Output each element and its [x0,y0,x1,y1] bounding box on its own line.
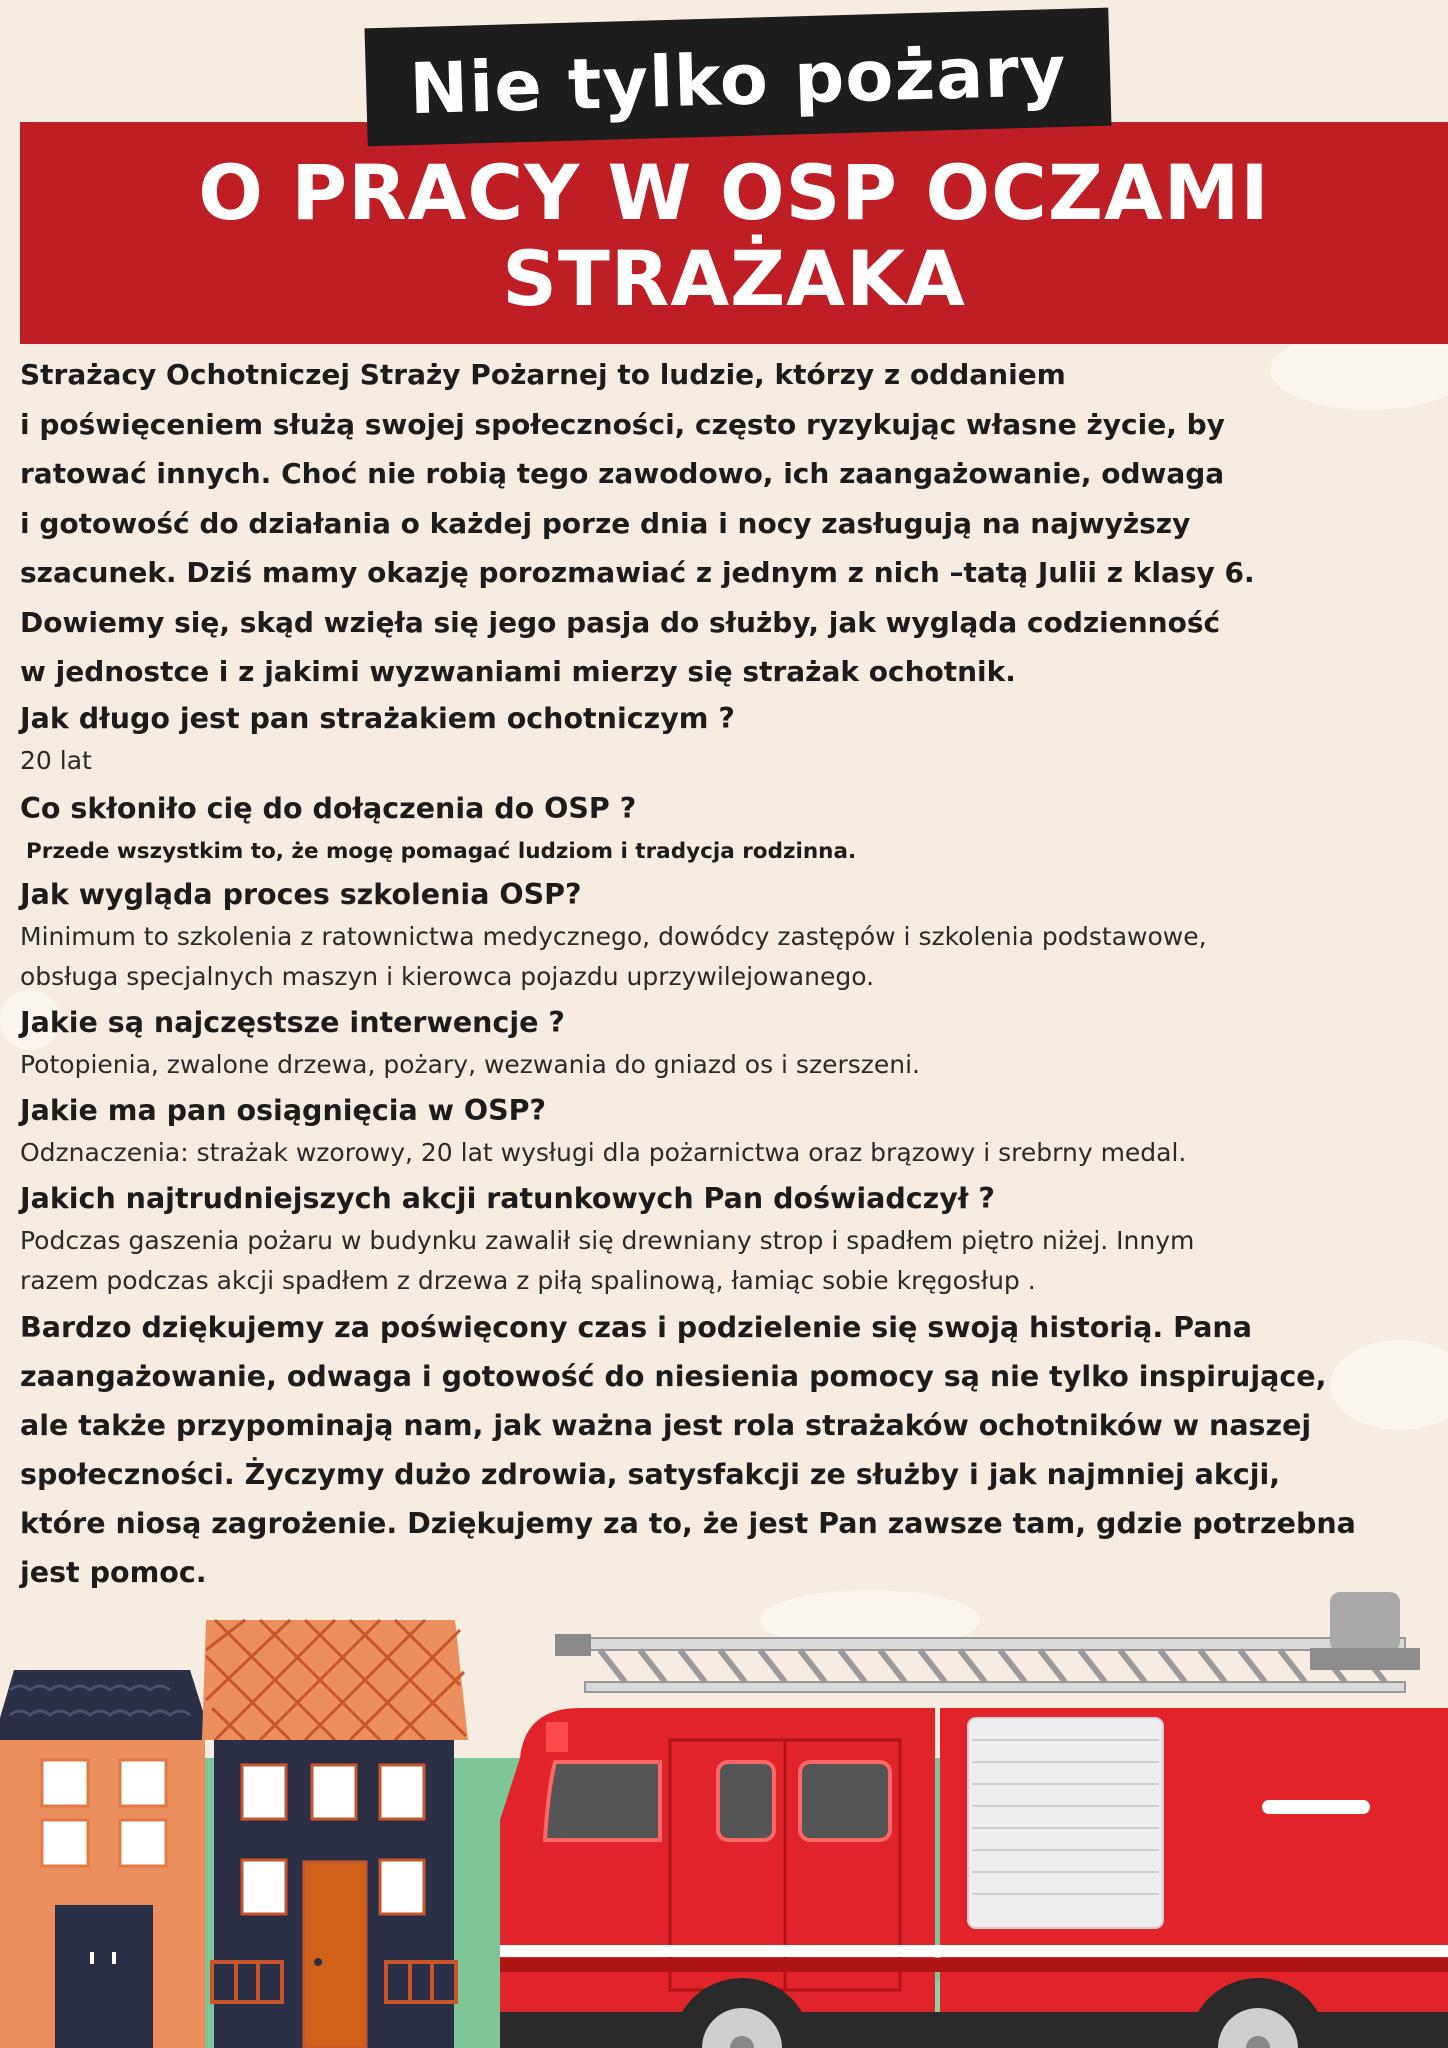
outro-line: jest pomoc. [20,1555,207,1589]
interview-answer: Przede wszystkim to, że mogę pomagać ludziom i tradycja rodzinna. [26,838,857,864]
interview-answer: Minimum to szkolenia z ratownictwa medycznego, dowódcy zastępów i szkolenia podstawowe, [20,921,1207,951]
interview-answer: Potopienia, zwalone drzewa, pożary, wezwania do gniazd os i szerszeni. [20,1049,920,1079]
tagline: Nie tylko pożary [408,29,1068,131]
interview-question: Jakie są najczęstsze interwencje ? [20,1005,565,1039]
article-body [20,350,1413,1597]
interview-question: Jak wygląda proces szkolenia OSP? [20,877,582,911]
intro-line: Strażacy Ochotniczej Straży Pożarnej to ludzie, którzy z oddaniem [20,358,1066,391]
intro-line: w jednostce i z jakimi wyzwaniami mierzy się strażak ochotnik. [20,655,1016,688]
interview-answer: Podczas gaszenia pożaru w budynku zawalił się drewniany strop i spadłem piętro niżej. Innym [20,1225,1195,1255]
interview-question: Jakie ma pan osiągnięcia w OSP? [20,1093,547,1127]
interview-question: Jak długo jest pan strażakiem ochotniczym ? [20,701,735,735]
intro-line: Dowiemy się, skąd wzięła się jego pasja do służby, jak wygląda codzienność [20,605,1221,639]
page-title-line-2: STRAŻAKA [502,234,966,323]
outro-paragraph [20,1303,1413,1597]
interview-question: Jakich najtrudniejszych akcji ratunkowych Pan doświadczył ? [20,1181,995,1215]
intro-line: i gotowość do działania o każdej porze dnia i nocy zasługują na najwyższy [20,506,1191,540]
interview-answer: razem podczas akcji spadłem z drzewa z piłą spalinową, łamiąc sobie kręgosłup . [20,1265,1036,1295]
interview-question: Co skłoniło cię do dołączenia do OSP ? [20,791,637,825]
intro-line: i poświęceniem służą swojej społeczności, często ryzykując własne życie, by [20,407,1225,441]
outro-line: które niosą zagrożenie. Dziękujemy za to, że jest Pan zawsze tam, gdzie potrzebna [20,1506,1356,1540]
house-right-icon [202,1620,468,2048]
interview-section [20,697,1413,1301]
page-title-line-1: O PRACY W OSP OCZAMI [198,148,1270,237]
outro-line: społeczności. Życzymy dużo zdrowia, satysfakcji ze służby i jak najmniej akcji, [20,1457,1281,1491]
outro-line: zaangażowanie, odwaga i gotowość do niesienia pomocy są nie tylko inspirujące, [20,1359,1327,1393]
interview-answer: 20 lat [20,745,92,775]
outro-line: ale także przypominają nam, jak ważna jest rola strażaków ochotników w naszej [20,1408,1312,1442]
intro-paragraph [20,350,1413,697]
intro-line: ratować innych. Choć nie robią tego zawodowo, ich zaangażowanie, odwaga [20,457,1225,490]
intro-line: szacunek. Dziś mamy okazję porozmawiać z jednym z nich –tatą Julii z klasy 6. [20,556,1255,589]
house-left-icon [0,1670,212,2048]
fire-station-illustration [0,1590,1448,2048]
fire-truck-icon [500,1592,1448,2048]
page-title [20,150,1448,322]
interview-answer: obsługa specjalnych maszyn i kierowca pojazdu uprzywilejowanego. [20,961,875,991]
interview-answer: Odznaczenia: strażak wzorowy, 20 lat wysługi dla pożarnictwa oraz brązowy i srebrny medal. [20,1137,1187,1167]
outro-line: Bardzo dziękujemy za poświęcony czas i podzielenie się swoją historią. Pana [20,1310,1252,1344]
